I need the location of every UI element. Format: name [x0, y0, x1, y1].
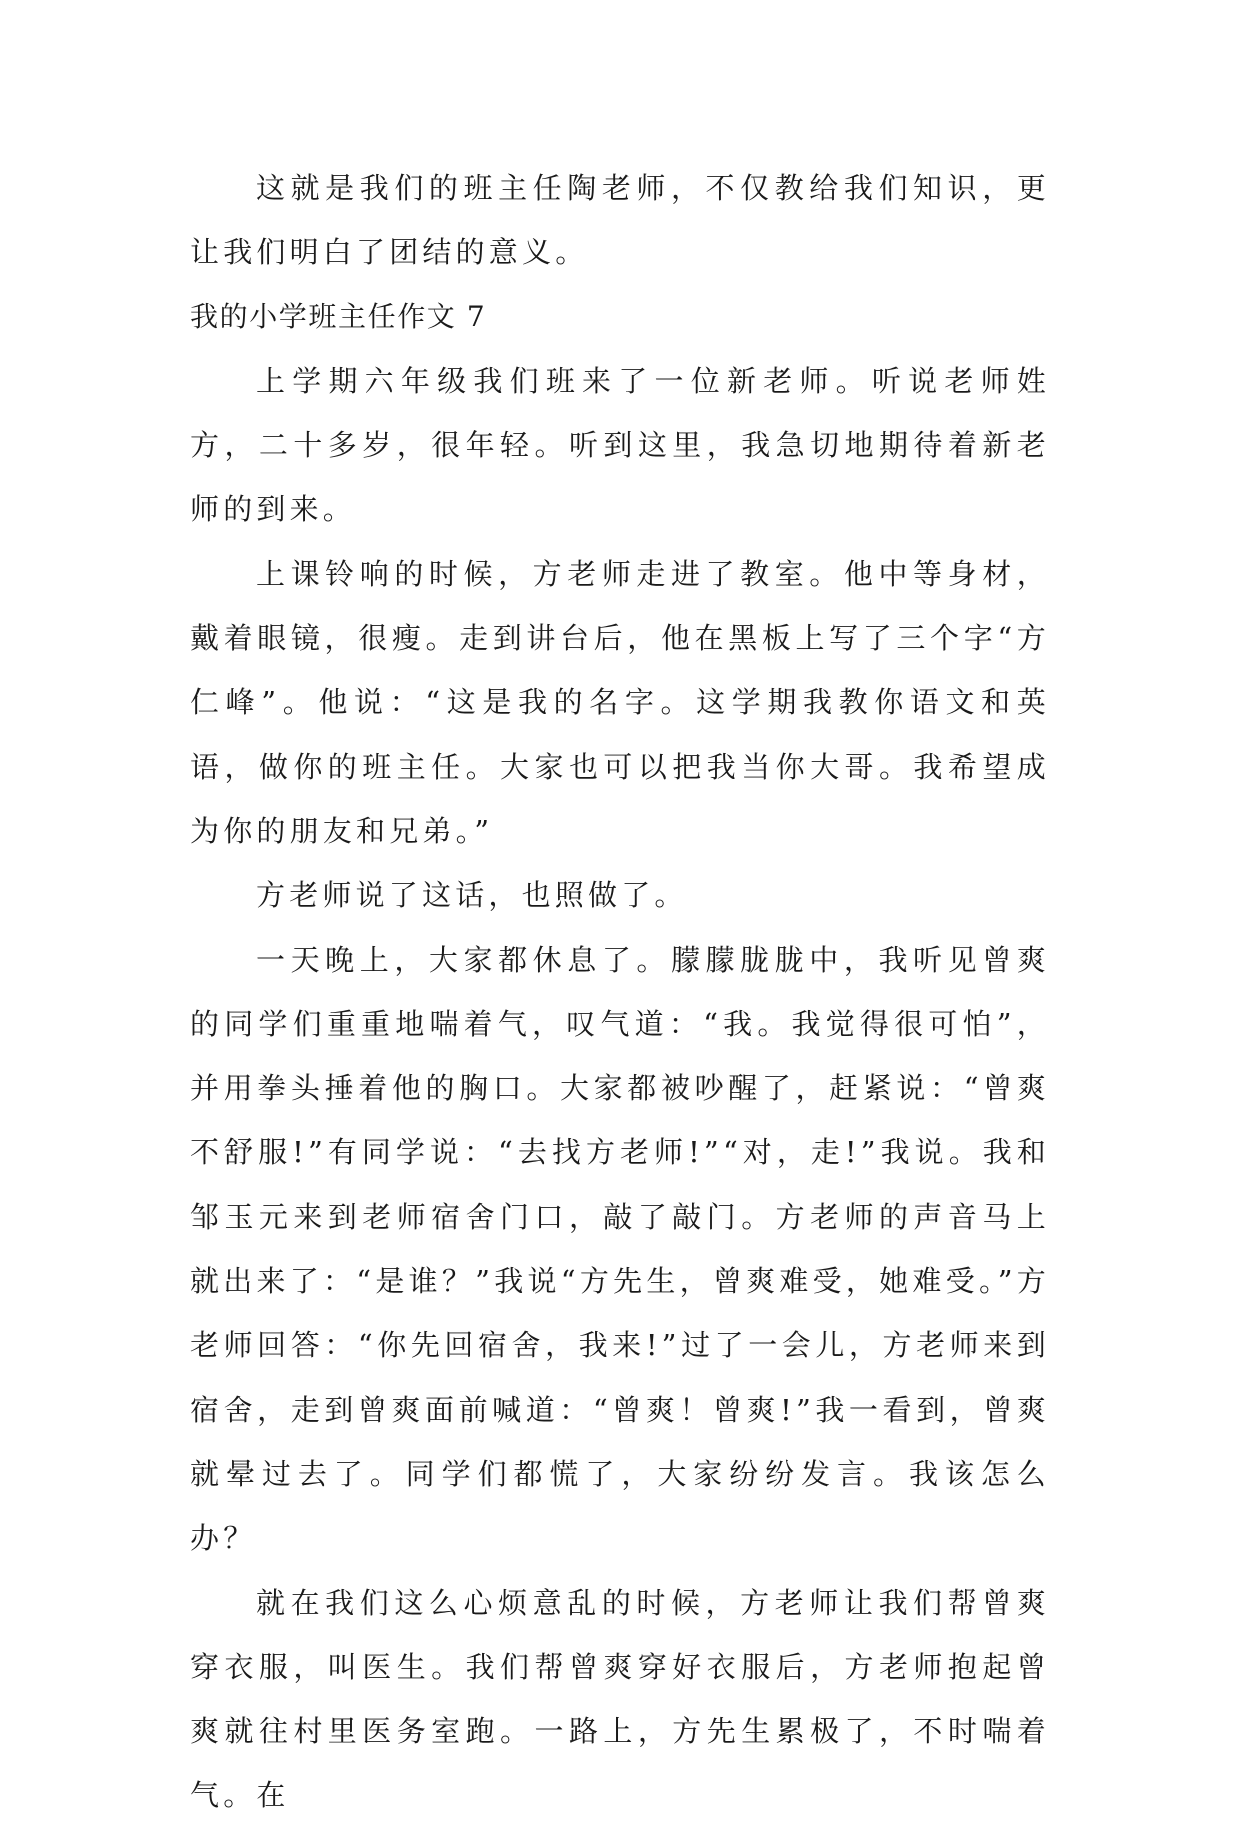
- paragraph: 方老师说了这话，也照做了。: [256, 878, 688, 913]
- section-heading: 我的小学班主任作文 7: [190, 299, 487, 333]
- paragraph: 一天晚上，大家都休息了。朦朦胧胧中，我听见曾爽的同学们重重地喘着气，叹气道：“我。我觉得很可怕”，并用拳头捶着他的胸口。大家都被吵醒了，赶紧说：“曾爽不舒服!”有同学说：“去找方老师!”“对，走!”我说。我和邹玉元来到老师宿舍门口，敲了敲门。方老师的声音马上就出来了：“是谁？”我说“方先生，曾爽难受，她难受。”方老师回答：“你先回宿舍，我来!”过了一会儿，方老师来到宿舍，走到曾爽面前喊道：“曾爽！曾爽!”我一看到，曾爽就晕过去了。同学们都慌了，大家纷纷发言。我该怎么办？: [190, 942, 1050, 1556]
- paragraph: 这就是我们的班主任陶老师，不仅教给我们知识，更让我们明白了团结的意义。: [190, 171, 1050, 270]
- document-page: [190, 156, 1050, 1828]
- paragraph: 上学期六年级我们班来了一位新老师。听说老师姓方，二十多岁，很年轻。听到这里，我急切地期待着新老师的到来。: [190, 363, 1050, 527]
- paragraph: 就在我们这么心烦意乱的时候，方老师让我们帮曾爽穿衣服，叫医生。我们帮曾爽穿好衣服后，方老师抱起曾爽就往村里医务室跑。一路上，方先生累极了，不时喘着气。在: [190, 1585, 1050, 1813]
- paragraph: 上课铃响的时候，方老师走进了教室。他中等身材，戴着眼镜，很瘦。走到讲台后，他在黑板上写了三个字“方仁峰”。他说：“这是我的名字。这学期我教你语文和英语，做你的班主任。大家也可以把我当你大哥。我希望成为你的朋友和兄弟。”: [190, 556, 1050, 848]
